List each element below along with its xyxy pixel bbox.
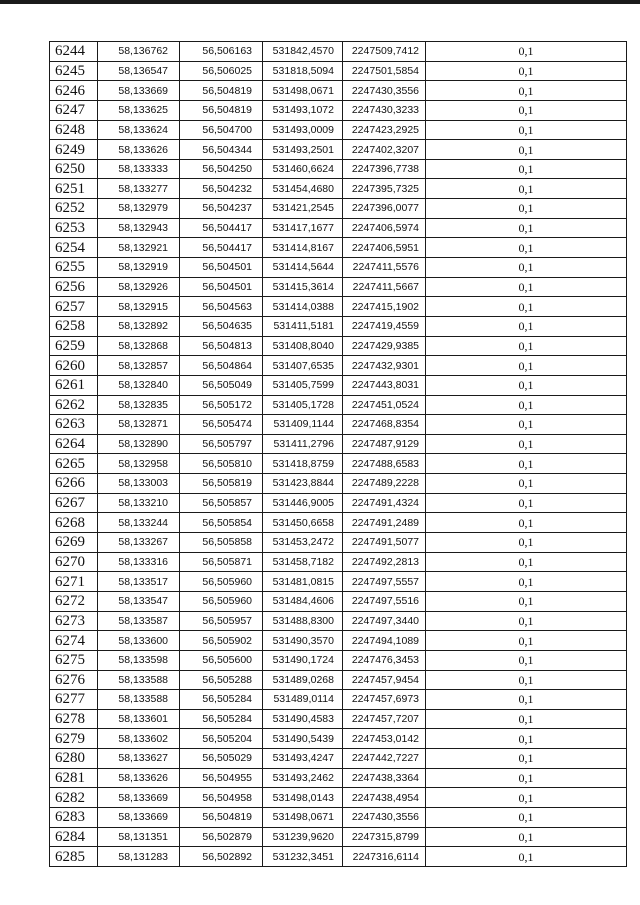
- table-row: [50, 533, 627, 553]
- longitude-cell: 56,505172: [180, 395, 263, 415]
- x-coordinate-cell: 531493,0009: [263, 120, 343, 140]
- longitude-cell: 56,505960: [180, 591, 263, 611]
- y-coordinate-cell: 2247316,6114: [343, 847, 426, 867]
- x-coordinate-cell: 531498,0671: [263, 807, 343, 827]
- error-cell: 0,1: [426, 159, 627, 179]
- x-coordinate-cell: 531490,1724: [263, 650, 343, 670]
- x-coordinate-cell: 531818,5094: [263, 61, 343, 81]
- table-row: [50, 807, 627, 827]
- x-coordinate-cell: 531490,5439: [263, 729, 343, 749]
- latitude-cell: 58,133669: [98, 81, 180, 101]
- table-row: [50, 140, 627, 160]
- x-coordinate-cell: 531239,9620: [263, 827, 343, 847]
- latitude-cell: 58,133601: [98, 709, 180, 729]
- point-number-cell: 6268: [50, 513, 98, 533]
- y-coordinate-cell: 2247419,4559: [343, 316, 426, 336]
- table-row: [50, 454, 627, 474]
- y-coordinate-cell: 2247430,3556: [343, 81, 426, 101]
- point-number-cell: 6274: [50, 631, 98, 651]
- latitude-cell: 58,132868: [98, 336, 180, 356]
- table-row: [50, 493, 627, 513]
- error-cell: 0,1: [426, 375, 627, 395]
- longitude-cell: 56,504563: [180, 297, 263, 317]
- latitude-cell: 58,133626: [98, 140, 180, 160]
- x-coordinate-cell: 531484,4606: [263, 591, 343, 611]
- error-cell: 0,1: [426, 238, 627, 258]
- point-number-cell: 6250: [50, 159, 98, 179]
- latitude-cell: 58,133669: [98, 788, 180, 808]
- longitude-cell: 56,502892: [180, 847, 263, 867]
- latitude-cell: 58,132857: [98, 356, 180, 376]
- table-row: [50, 218, 627, 238]
- y-coordinate-cell: 2247494,1089: [343, 631, 426, 651]
- table-row: [50, 631, 627, 651]
- table-row: [50, 611, 627, 631]
- error-cell: 0,1: [426, 336, 627, 356]
- point-number-cell: 6256: [50, 277, 98, 297]
- longitude-cell: 56,505029: [180, 749, 263, 769]
- x-coordinate-cell: 531405,7599: [263, 375, 343, 395]
- y-coordinate-cell: 2247491,4324: [343, 493, 426, 513]
- error-cell: 0,1: [426, 316, 627, 336]
- x-coordinate-cell: 531490,4583: [263, 709, 343, 729]
- error-cell: 0,1: [426, 395, 627, 415]
- table-row: [50, 336, 627, 356]
- table-row: [50, 159, 627, 179]
- y-coordinate-cell: 2247406,5974: [343, 218, 426, 238]
- error-cell: 0,1: [426, 631, 627, 651]
- y-coordinate-cell: 2247411,5667: [343, 277, 426, 297]
- table-row: [50, 591, 627, 611]
- point-number-cell: 6283: [50, 807, 98, 827]
- table-row: [50, 749, 627, 769]
- point-number-cell: 6246: [50, 81, 98, 101]
- point-number-cell: 6269: [50, 533, 98, 553]
- x-coordinate-cell: 531498,0671: [263, 81, 343, 101]
- x-coordinate-cell: 531408,8040: [263, 336, 343, 356]
- table-row: [50, 827, 627, 847]
- latitude-cell: 58,131351: [98, 827, 180, 847]
- y-coordinate-cell: 2247497,5557: [343, 572, 426, 592]
- y-coordinate-cell: 2247457,9454: [343, 670, 426, 690]
- error-cell: 0,1: [426, 650, 627, 670]
- table-row: [50, 81, 627, 101]
- x-coordinate-cell: 531423,8844: [263, 474, 343, 494]
- x-coordinate-cell: 531414,5644: [263, 258, 343, 278]
- point-number-cell: 6279: [50, 729, 98, 749]
- error-cell: 0,1: [426, 670, 627, 690]
- point-number-cell: 6278: [50, 709, 98, 729]
- y-coordinate-cell: 2247430,3233: [343, 100, 426, 120]
- point-number-cell: 6272: [50, 591, 98, 611]
- point-number-cell: 6249: [50, 140, 98, 160]
- error-cell: 0,1: [426, 533, 627, 553]
- table-row: [50, 415, 627, 435]
- table-row: [50, 572, 627, 592]
- longitude-cell: 56,505858: [180, 533, 263, 553]
- y-coordinate-cell: 2247492,2813: [343, 552, 426, 572]
- longitude-cell: 56,505957: [180, 611, 263, 631]
- error-cell: 0,1: [426, 258, 627, 278]
- x-coordinate-cell: 531458,7182: [263, 552, 343, 572]
- error-cell: 0,1: [426, 81, 627, 101]
- error-cell: 0,1: [426, 552, 627, 572]
- latitude-cell: 58,131283: [98, 847, 180, 867]
- x-coordinate-cell: 531481,0815: [263, 572, 343, 592]
- point-number-cell: 6245: [50, 61, 98, 81]
- point-number-cell: 6280: [50, 749, 98, 769]
- longitude-cell: 56,504250: [180, 159, 263, 179]
- point-number-cell: 6284: [50, 827, 98, 847]
- error-cell: 0,1: [426, 120, 627, 140]
- y-coordinate-cell: 2247432,9301: [343, 356, 426, 376]
- point-number-cell: 6251: [50, 179, 98, 199]
- x-coordinate-cell: 531493,4247: [263, 749, 343, 769]
- error-cell: 0,1: [426, 356, 627, 376]
- longitude-cell: 56,504700: [180, 120, 263, 140]
- longitude-cell: 56,505960: [180, 572, 263, 592]
- point-number-cell: 6258: [50, 316, 98, 336]
- error-cell: 0,1: [426, 454, 627, 474]
- y-coordinate-cell: 2247429,9385: [343, 336, 426, 356]
- y-coordinate-cell: 2247491,2489: [343, 513, 426, 533]
- table-row: [50, 650, 627, 670]
- y-coordinate-cell: 2247457,7207: [343, 709, 426, 729]
- x-coordinate-cell: 531488,8300: [263, 611, 343, 631]
- longitude-cell: 56,505204: [180, 729, 263, 749]
- x-coordinate-cell: 531489,0268: [263, 670, 343, 690]
- error-cell: 0,1: [426, 199, 627, 219]
- error-cell: 0,1: [426, 100, 627, 120]
- error-cell: 0,1: [426, 768, 627, 788]
- latitude-cell: 58,132921: [98, 238, 180, 258]
- table-row: [50, 120, 627, 140]
- y-coordinate-cell: 2247395,7325: [343, 179, 426, 199]
- coordinates-table-body: [50, 42, 627, 867]
- x-coordinate-cell: 531460,6624: [263, 159, 343, 179]
- y-coordinate-cell: 2247430,3556: [343, 807, 426, 827]
- point-number-cell: 6271: [50, 572, 98, 592]
- y-coordinate-cell: 2247423,2925: [343, 120, 426, 140]
- table-row: [50, 690, 627, 710]
- error-cell: 0,1: [426, 218, 627, 238]
- y-coordinate-cell: 2247438,4954: [343, 788, 426, 808]
- latitude-cell: 58,133210: [98, 493, 180, 513]
- latitude-cell: 58,133588: [98, 670, 180, 690]
- longitude-cell: 56,505288: [180, 670, 263, 690]
- longitude-cell: 56,505857: [180, 493, 263, 513]
- longitude-cell: 56,505797: [180, 434, 263, 454]
- table-row: [50, 61, 627, 81]
- point-number-cell: 6264: [50, 434, 98, 454]
- longitude-cell: 56,505810: [180, 454, 263, 474]
- latitude-cell: 58,132892: [98, 316, 180, 336]
- error-cell: 0,1: [426, 277, 627, 297]
- error-cell: 0,1: [426, 434, 627, 454]
- x-coordinate-cell: 531450,6658: [263, 513, 343, 533]
- longitude-cell: 56,504237: [180, 199, 263, 219]
- longitude-cell: 56,505902: [180, 631, 263, 651]
- error-cell: 0,1: [426, 179, 627, 199]
- x-coordinate-cell: 531409,1144: [263, 415, 343, 435]
- latitude-cell: 58,132919: [98, 258, 180, 278]
- error-cell: 0,1: [426, 297, 627, 317]
- latitude-cell: 58,133669: [98, 807, 180, 827]
- error-cell: 0,1: [426, 847, 627, 867]
- latitude-cell: 58,133517: [98, 572, 180, 592]
- latitude-cell: 58,132979: [98, 199, 180, 219]
- x-coordinate-cell: 531498,0143: [263, 788, 343, 808]
- table-row: [50, 297, 627, 317]
- table-row: [50, 434, 627, 454]
- point-number-cell: 6262: [50, 395, 98, 415]
- error-cell: 0,1: [426, 709, 627, 729]
- error-cell: 0,1: [426, 61, 627, 81]
- error-cell: 0,1: [426, 572, 627, 592]
- table-row: [50, 179, 627, 199]
- table-row: [50, 375, 627, 395]
- point-number-cell: 6248: [50, 120, 98, 140]
- table-row: [50, 474, 627, 494]
- y-coordinate-cell: 2247396,7738: [343, 159, 426, 179]
- point-number-cell: 6265: [50, 454, 98, 474]
- point-number-cell: 6255: [50, 258, 98, 278]
- error-cell: 0,1: [426, 42, 627, 62]
- error-cell: 0,1: [426, 788, 627, 808]
- coordinates-table: [49, 41, 627, 867]
- latitude-cell: 58,136762: [98, 42, 180, 62]
- latitude-cell: 58,133003: [98, 474, 180, 494]
- table-row: [50, 395, 627, 415]
- latitude-cell: 58,132915: [98, 297, 180, 317]
- error-cell: 0,1: [426, 729, 627, 749]
- error-cell: 0,1: [426, 807, 627, 827]
- point-number-cell: 6270: [50, 552, 98, 572]
- longitude-cell: 56,505474: [180, 415, 263, 435]
- x-coordinate-cell: 531454,4680: [263, 179, 343, 199]
- latitude-cell: 58,133626: [98, 768, 180, 788]
- latitude-cell: 58,132958: [98, 454, 180, 474]
- point-number-cell: 6266: [50, 474, 98, 494]
- y-coordinate-cell: 2247406,5951: [343, 238, 426, 258]
- x-coordinate-cell: 531232,3451: [263, 847, 343, 867]
- y-coordinate-cell: 2247497,3440: [343, 611, 426, 631]
- y-coordinate-cell: 2247451,0524: [343, 395, 426, 415]
- x-coordinate-cell: 531414,0388: [263, 297, 343, 317]
- x-coordinate-cell: 531411,5181: [263, 316, 343, 336]
- x-coordinate-cell: 531493,2501: [263, 140, 343, 160]
- point-number-cell: 6253: [50, 218, 98, 238]
- x-coordinate-cell: 531421,2545: [263, 199, 343, 219]
- x-coordinate-cell: 531415,3614: [263, 277, 343, 297]
- longitude-cell: 56,505284: [180, 690, 263, 710]
- x-coordinate-cell: 531417,1677: [263, 218, 343, 238]
- latitude-cell: 58,133600: [98, 631, 180, 651]
- table-row: [50, 42, 627, 62]
- point-number-cell: 6275: [50, 650, 98, 670]
- y-coordinate-cell: 2247396,0077: [343, 199, 426, 219]
- y-coordinate-cell: 2247457,6973: [343, 690, 426, 710]
- table-row: [50, 258, 627, 278]
- longitude-cell: 56,505284: [180, 709, 263, 729]
- y-coordinate-cell: 2247315,8799: [343, 827, 426, 847]
- point-number-cell: 6277: [50, 690, 98, 710]
- longitude-cell: 56,504635: [180, 316, 263, 336]
- x-coordinate-cell: 531489,0114: [263, 690, 343, 710]
- y-coordinate-cell: 2247491,5077: [343, 533, 426, 553]
- longitude-cell: 56,505871: [180, 552, 263, 572]
- y-coordinate-cell: 2247488,6583: [343, 454, 426, 474]
- x-coordinate-cell: 531411,2796: [263, 434, 343, 454]
- longitude-cell: 56,506163: [180, 42, 263, 62]
- longitude-cell: 56,504819: [180, 807, 263, 827]
- point-number-cell: 6247: [50, 100, 98, 120]
- y-coordinate-cell: 2247489,2228: [343, 474, 426, 494]
- error-cell: 0,1: [426, 513, 627, 533]
- point-number-cell: 6252: [50, 199, 98, 219]
- latitude-cell: 58,133627: [98, 749, 180, 769]
- x-coordinate-cell: 531842,4570: [263, 42, 343, 62]
- longitude-cell: 56,504501: [180, 277, 263, 297]
- point-number-cell: 6273: [50, 611, 98, 631]
- point-number-cell: 6267: [50, 493, 98, 513]
- longitude-cell: 56,505854: [180, 513, 263, 533]
- longitude-cell: 56,504232: [180, 179, 263, 199]
- latitude-cell: 58,133244: [98, 513, 180, 533]
- table-row: [50, 277, 627, 297]
- y-coordinate-cell: 2247443,8031: [343, 375, 426, 395]
- table-row: [50, 238, 627, 258]
- longitude-cell: 56,504344: [180, 140, 263, 160]
- longitude-cell: 56,506025: [180, 61, 263, 81]
- latitude-cell: 58,133625: [98, 100, 180, 120]
- latitude-cell: 58,132943: [98, 218, 180, 238]
- error-cell: 0,1: [426, 474, 627, 494]
- table-row: [50, 316, 627, 336]
- point-number-cell: 6244: [50, 42, 98, 62]
- y-coordinate-cell: 2247476,3453: [343, 650, 426, 670]
- longitude-cell: 56,502879: [180, 827, 263, 847]
- latitude-cell: 58,133316: [98, 552, 180, 572]
- longitude-cell: 56,505049: [180, 375, 263, 395]
- y-coordinate-cell: 2247411,5576: [343, 258, 426, 278]
- point-number-cell: 6263: [50, 415, 98, 435]
- x-coordinate-cell: 531490,3570: [263, 631, 343, 651]
- point-number-cell: 6276: [50, 670, 98, 690]
- error-cell: 0,1: [426, 690, 627, 710]
- latitude-cell: 58,133598: [98, 650, 180, 670]
- x-coordinate-cell: 531405,1728: [263, 395, 343, 415]
- latitude-cell: 58,133587: [98, 611, 180, 631]
- y-coordinate-cell: 2247438,3364: [343, 768, 426, 788]
- point-number-cell: 6254: [50, 238, 98, 258]
- point-number-cell: 6257: [50, 297, 98, 317]
- y-coordinate-cell: 2247453,0142: [343, 729, 426, 749]
- longitude-cell: 56,504864: [180, 356, 263, 376]
- table-row: [50, 100, 627, 120]
- error-cell: 0,1: [426, 415, 627, 435]
- error-cell: 0,1: [426, 140, 627, 160]
- point-number-cell: 6282: [50, 788, 98, 808]
- latitude-cell: 58,133602: [98, 729, 180, 749]
- y-coordinate-cell: 2247487,9129: [343, 434, 426, 454]
- x-coordinate-cell: 531407,6535: [263, 356, 343, 376]
- x-coordinate-cell: 531493,2462: [263, 768, 343, 788]
- longitude-cell: 56,505819: [180, 474, 263, 494]
- latitude-cell: 58,133588: [98, 690, 180, 710]
- latitude-cell: 58,132840: [98, 375, 180, 395]
- longitude-cell: 56,505600: [180, 650, 263, 670]
- table-row: [50, 670, 627, 690]
- longitude-cell: 56,504819: [180, 100, 263, 120]
- point-number-cell: 6281: [50, 768, 98, 788]
- point-number-cell: 6260: [50, 356, 98, 376]
- error-cell: 0,1: [426, 827, 627, 847]
- table-row: [50, 847, 627, 867]
- y-coordinate-cell: 2247497,5516: [343, 591, 426, 611]
- y-coordinate-cell: 2247501,5854: [343, 61, 426, 81]
- latitude-cell: 58,132890: [98, 434, 180, 454]
- error-cell: 0,1: [426, 591, 627, 611]
- latitude-cell: 58,136547: [98, 61, 180, 81]
- latitude-cell: 58,132926: [98, 277, 180, 297]
- point-number-cell: 6259: [50, 336, 98, 356]
- error-cell: 0,1: [426, 611, 627, 631]
- latitude-cell: 58,133333: [98, 159, 180, 179]
- longitude-cell: 56,504417: [180, 218, 263, 238]
- x-coordinate-cell: 531414,8167: [263, 238, 343, 258]
- longitude-cell: 56,504417: [180, 238, 263, 258]
- latitude-cell: 58,132871: [98, 415, 180, 435]
- error-cell: 0,1: [426, 749, 627, 769]
- latitude-cell: 58,132835: [98, 395, 180, 415]
- latitude-cell: 58,133624: [98, 120, 180, 140]
- table-row: [50, 513, 627, 533]
- y-coordinate-cell: 2247402,3207: [343, 140, 426, 160]
- x-coordinate-cell: 531446,9005: [263, 493, 343, 513]
- table-row: [50, 709, 627, 729]
- y-coordinate-cell: 2247442,7227: [343, 749, 426, 769]
- y-coordinate-cell: 2247468,8354: [343, 415, 426, 435]
- longitude-cell: 56,504501: [180, 258, 263, 278]
- x-coordinate-cell: 531493,1072: [263, 100, 343, 120]
- latitude-cell: 58,133277: [98, 179, 180, 199]
- error-cell: 0,1: [426, 493, 627, 513]
- table-row: [50, 552, 627, 572]
- table-row: [50, 768, 627, 788]
- point-number-cell: 6261: [50, 375, 98, 395]
- table-row: [50, 729, 627, 749]
- longitude-cell: 56,504819: [180, 81, 263, 101]
- table-row: [50, 788, 627, 808]
- y-coordinate-cell: 2247509,7412: [343, 42, 426, 62]
- x-coordinate-cell: 531418,8759: [263, 454, 343, 474]
- latitude-cell: 58,133267: [98, 533, 180, 553]
- y-coordinate-cell: 2247415,1902: [343, 297, 426, 317]
- point-number-cell: 6285: [50, 847, 98, 867]
- x-coordinate-cell: 531453,2472: [263, 533, 343, 553]
- table-row: [50, 356, 627, 376]
- latitude-cell: 58,133547: [98, 591, 180, 611]
- longitude-cell: 56,504813: [180, 336, 263, 356]
- longitude-cell: 56,504958: [180, 788, 263, 808]
- table-row: [50, 199, 627, 219]
- longitude-cell: 56,504955: [180, 768, 263, 788]
- scan-top-border: [0, 0, 640, 4]
